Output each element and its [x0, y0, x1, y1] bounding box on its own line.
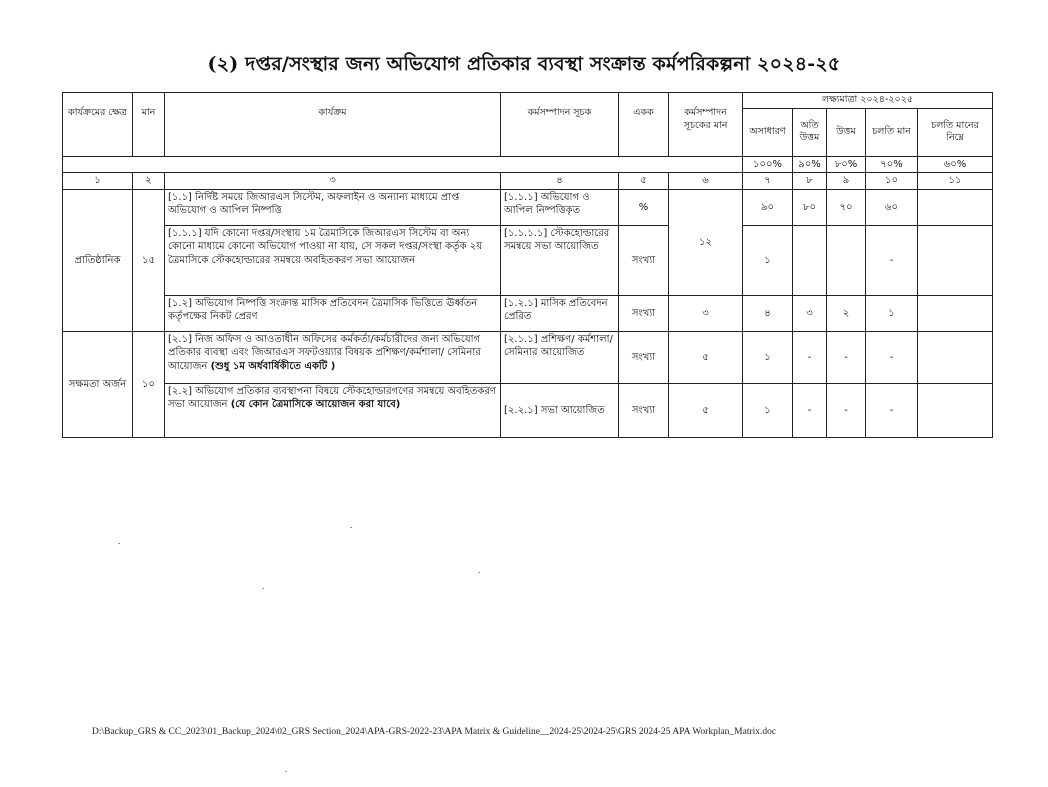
target-cell: ৪ — [743, 295, 793, 331]
header-target-fair: চলতি মান — [866, 108, 918, 156]
indicator-cell: [২.২.১] সভা আয়োজিত — [501, 383, 619, 437]
workplan-table — [62, 92, 993, 438]
target-cell — [793, 225, 827, 295]
weight-cell: ১০ — [133, 331, 165, 437]
target-cell: ১ — [743, 383, 793, 437]
scan-speck — [478, 572, 480, 573]
scan-speck — [118, 543, 120, 544]
footer-file-path: D:\Backup_GRS & CC_2023\01_Backup_2024\02_GRS Section_2024\APA-GRS-2022-23\APA Matrix & Guideline__2024-25\2024-25\GRS 2024-25 APA Workplan_Matrix.doc — [92, 727, 777, 737]
target-cell: ১ — [866, 295, 918, 331]
percent-below-fair: ৬০% — [918, 156, 993, 173]
unit-cell: সংখ্যা — [619, 383, 669, 437]
column-number: ৮ — [793, 173, 827, 190]
table-row — [63, 189, 993, 225]
header-weight: মান — [133, 93, 165, 157]
header-area: কার্যক্রমের ক্ষেত্র — [63, 93, 133, 157]
indicator-cell: [১.১.১.১] স্টেকহোল্ডারের সমন্বয়ে সভা আয়োজিত — [501, 225, 619, 295]
activity-cell — [165, 383, 501, 437]
indicator-cell: [২.১.১] প্রশিক্ষণ/ কর্মশালা/সেমিনার আয়োজিত — [501, 331, 619, 383]
page-title: (২) দপ্তর/সংস্থার জন্য অভিযোগ প্রতিকার ব্যবস্থা সংক্রান্ত কর্মপরিকল্পনা ২০২৪-২৫ — [207, 53, 841, 75]
target-cell — [918, 189, 993, 225]
unit-cell: সংখ্যা — [619, 295, 669, 331]
activity-cell: [১.১.১] যদি কোনো দপ্তর/সংস্থায় ১ম ত্রৈমাসিকে জিআরএস সিস্টেম বা অন্য কোনো মাধ্যমে কোনো অভিযোগ পাওয়া না যায়, সে সকল দপ্তর/সংস্থা কর্তৃক ২য় ত্রৈমাসিকে স্টেকহোল্ডারের সমন্বয়ে অবহিতকরণ সভা আয়োজন — [165, 225, 501, 295]
target-cell: - — [866, 225, 918, 295]
target-cell — [918, 225, 993, 295]
table-row — [63, 225, 993, 295]
header-activity: কার্যক্রম — [165, 93, 501, 157]
target-cell: ১ — [743, 331, 793, 383]
scan-speck — [350, 527, 352, 528]
indicator-value-cell: ৩ — [669, 295, 743, 331]
header-target-excellent: অসাধারণ — [743, 108, 793, 156]
activity-cell: [১.২] অভিযোগ নিষ্পত্তি সংক্রান্ত মাসিক প্রতিবেদন ত্রৈমাসিক ভিত্তিতে ঊর্ধ্বতন কর্তৃপক্ষের নিকট প্রেরণ — [165, 295, 501, 331]
column-number: ৫ — [619, 173, 669, 190]
target-cell — [918, 383, 993, 437]
header-target-group: লক্ষ্যমাত্রা ২০২৪-২০২৫ — [743, 93, 993, 109]
target-cell: - — [866, 331, 918, 383]
indicator-value-cell: ৫ — [669, 383, 743, 437]
unit-cell: % — [619, 189, 669, 225]
column-number: ৭ — [743, 173, 793, 190]
target-cell: ৮০ — [793, 189, 827, 225]
target-cell — [918, 331, 993, 383]
column-number: ১০ — [866, 173, 918, 190]
header-indicator-value: কর্মসম্পাদন সূচকের মান — [669, 93, 743, 157]
indicator-value-cell: ৫ — [669, 331, 743, 383]
area-cell: প্রাতিষ্ঠানিক — [63, 189, 133, 331]
column-number: ৯ — [827, 173, 866, 190]
column-number: ১ — [63, 173, 133, 190]
column-number: ৪ — [501, 173, 619, 190]
target-cell: - — [866, 383, 918, 437]
target-cell: ৯০ — [743, 189, 793, 225]
header-target-below-fair: চলতি মানের নিম্নে — [918, 108, 993, 156]
area-cell: সক্ষমতা অর্জন — [63, 331, 133, 437]
indicator-cell: [১.২.১] মাসিক প্রতিবেদন প্রেরিত — [501, 295, 619, 331]
activity-text: [২.১] নিজ অফিস ও আওতাধীন অফিসের কর্মকর্তা/কর্মচারীদের জন্য অভিযোগ প্রতিকার ব্যবস্থা এবং জিআরএস সফটওয়্যার বিষয়ক প্রশিক্ষণ/কর্মশালা/ সেমিনার আয়োজন — [168, 333, 481, 372]
column-number-row — [63, 173, 993, 190]
header-target-very-good: অতি উত্তম — [793, 108, 827, 156]
target-cell: ২ — [827, 295, 866, 331]
table-row — [63, 383, 993, 437]
scan-speck — [285, 771, 287, 772]
activity-text: [২.২] অভিযোগ প্রতিকার ব্যবস্থাপনা বিষয়ে স্টেকহোল্ডারগণের সমন্বয়ে অবহিতকরণ সভা আয়োজন — [168, 385, 496, 411]
percent-fair: ৭০% — [866, 156, 918, 173]
table-row — [63, 295, 993, 331]
target-cell: - — [827, 383, 866, 437]
target-cell: - — [827, 331, 866, 383]
weight-cell: ১৫ — [133, 189, 165, 331]
activity-cell — [165, 331, 501, 383]
target-cell: - — [793, 331, 827, 383]
column-number: ৬ — [669, 173, 743, 190]
target-cell: ১ — [743, 225, 793, 295]
unit-cell: সংখ্যা — [619, 225, 669, 295]
column-number: ৩ — [165, 173, 501, 190]
target-cell: - — [793, 383, 827, 437]
target-cell: ৩ — [793, 295, 827, 331]
indicator-value-cell: ১২ — [669, 189, 743, 295]
percent-excellent: ১০০% — [743, 156, 793, 173]
percent-good: ৮০% — [827, 156, 866, 173]
header-unit: একক — [619, 93, 669, 157]
indicator-cell: [১.১.১] অভিযোগ ও আপিল নিষ্পত্তিকৃত — [501, 189, 619, 225]
table-row — [63, 331, 993, 383]
header-indicator: কর্মসম্পাদন সূচক — [501, 93, 619, 157]
target-cell — [827, 225, 866, 295]
unit-cell: সংখ্যা — [619, 331, 669, 383]
activity-note: (যে কোন ত্রৈমাসিকে আয়োজন করা যাবে) — [230, 399, 401, 411]
header-target-good: উত্তম — [827, 108, 866, 156]
percent-very-good: ৯০% — [793, 156, 827, 173]
target-cell: ৬০ — [866, 189, 918, 225]
target-cell — [918, 295, 993, 331]
column-number: ১১ — [918, 173, 993, 190]
scan-speck — [262, 588, 264, 589]
column-number: ২ — [133, 173, 165, 190]
target-cell: ৭০ — [827, 189, 866, 225]
activity-note: (শুধু ১ম অর্ধবার্ষিকীতে একটি ) — [210, 360, 336, 372]
activity-cell: [১.১] নির্দিষ্ট সময়ে জিআরএস সিস্টেম, অফলাইন ও অন্যান্য মাধ্যমে প্রাপ্ত অভিযোগ ও আপিল নিষ্পত্তি — [165, 189, 501, 225]
